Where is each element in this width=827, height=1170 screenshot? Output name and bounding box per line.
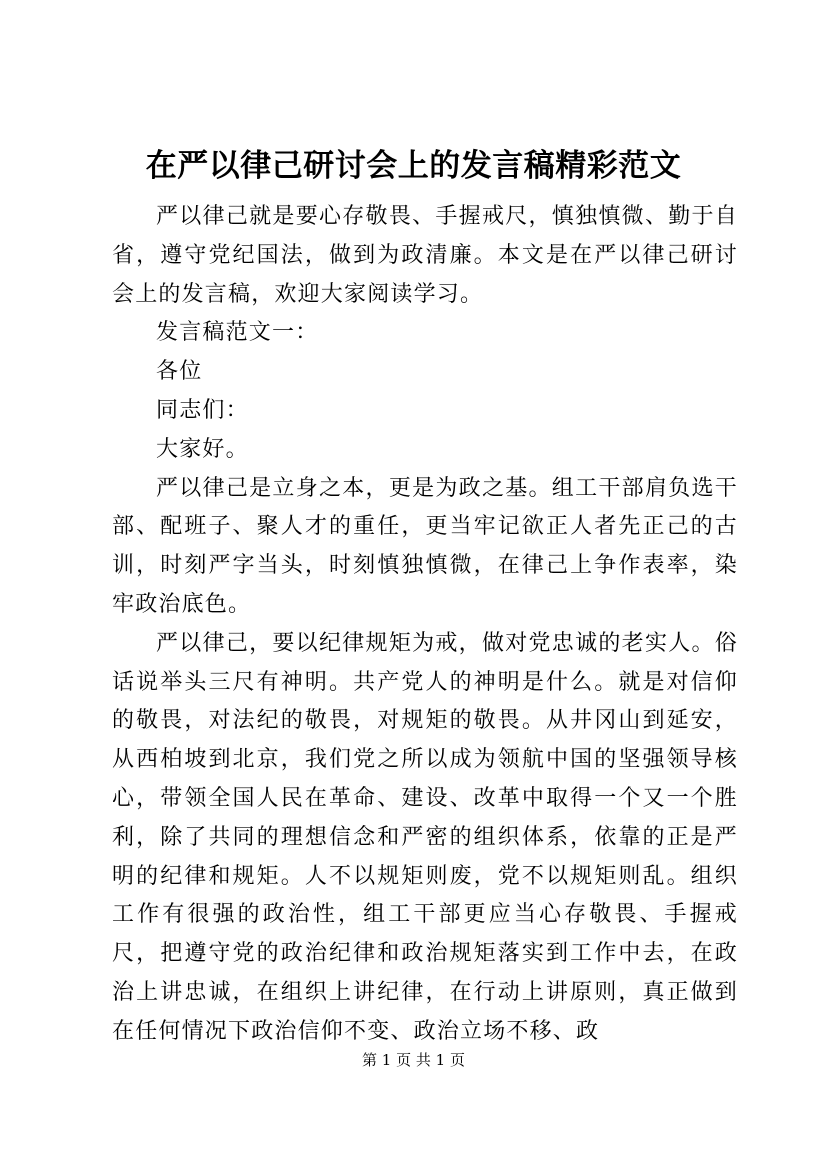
page-footer: 第 1 页 共 1 页 — [362, 1051, 465, 1069]
body-paragraph: 严以律己就是要心存敬畏、手握戒尺，慎独慎微、勤于自省，遵守党纪国法，做到为政清廉。本文是在严以律己研讨会上的发言稿，欢迎大家阅读学习。 — [112, 204, 738, 307]
document-title: 在严以律己研讨会上的发言稿精彩范文 — [145, 148, 682, 184]
body-paragraph: 同志们： — [156, 397, 249, 423]
body-paragraph: 发言稿范文一： — [156, 320, 319, 346]
document-body — [112, 198, 738, 1052]
body-paragraph: 各位 — [156, 359, 203, 385]
body-paragraph: 严以律己，要以纪律规矩为戒，做对党忠诚的老实人。俗话说举头三尺有神明。共产党人的神明是什么。就是对信仰的敬畏，对法纪的敬畏，对规矩的敬畏。从井冈山到延安，从西柏坡到北京，我们党之所以成为领航中国的坚强领导核心，带领全国人民在革命、建设、改革中取得一个又一个胜利，除了共同的理想信念和严密的组织体系，依靠的正是严明的纪律和规矩。人不以规矩则废，党不以规矩则乱。组织工作有很强的政治性，组工干部更应当心存敬畏、手握戒尺，把遵守党的政治纪律和政治规矩落实到工作中去，在政治上讲忠诚，在组织上讲纪律，在行动上讲原则，真正做到在任何情况下政治信仰不变、政治立场不移、政 — [112, 630, 738, 1044]
body-paragraph: 大家好。 — [156, 436, 249, 462]
body-paragraph: 严以律己是立身之本，更是为政之基。组工干部肩负选干部、配班子、聚人才的重任，更当牢记欲正人者先正己的古训，时刻严字当头，时刻慎独慎微，在律己上争作表率，染牢政治底色。 — [112, 475, 738, 617]
